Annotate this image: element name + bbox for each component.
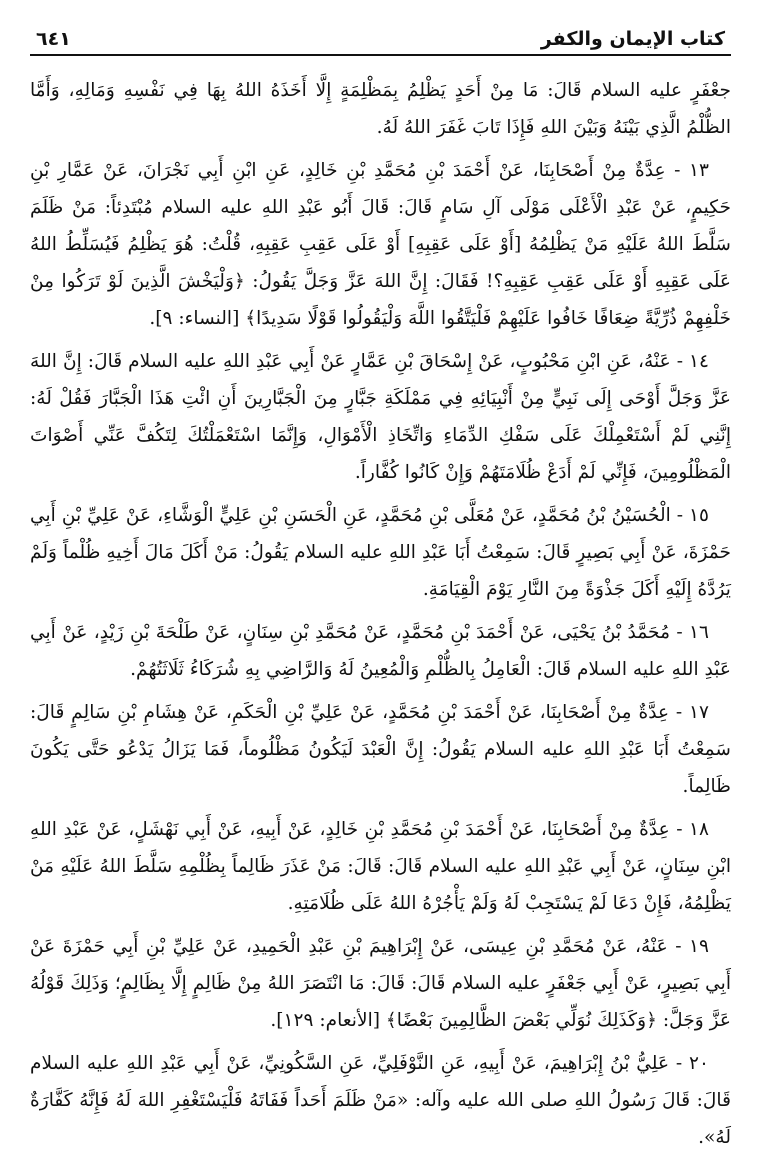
hadith-15: ١٥ - الْحُسَيْنُ بْنُ مُحَمَّدٍ، عَنْ مُعَلَّى بْنِ مُحَمَّدٍ، عَنِ الْحَسَنِ بْنِ عَلِيٍّ الْوَشَّاءِ، عَنْ عَلِيِّ بْنِ أَبِي حَمْزَةَ، عَنْ أَبِي بَصِيرٍ قَالَ: سَمِعْتُ أَبَا عَبْدِ اللهِ عليه السلام يَقُولُ: مَنْ أَكَلَ مَالَ أَخِيهِ ظُلْماً وَلَمْ يَرُدَّهُ إِلَيْهِ أَكَلَ جَذْوَةً مِنَ النَّارِ يَوْمَ الْقِيَامَةِ. [30, 505, 731, 600]
hadith-20: ٢٠ - عَلِيُّ بْنُ إِبْرَاهِيمَ، عَنْ أَبِيهِ، عَنِ النَّوْفَلِيِّ، عَنِ السَّكُونِيِّ، عَنْ أَبِي عَبْدِ اللهِ عليه السلام قَالَ: قَالَ رَسُولُ اللهِ صلى الله عليه وآله: «مَنْ ظَلَمَ أَحَداً فَفَاتَهُ فَلْيَسْتَغْفِرِ اللهَ لَهُ فَإِنَّهُ كَفَّارَةٌ لَهُ». [30, 1053, 731, 1148]
hadith-18: ١٨ - عِدَّةٌ مِنْ أَصْحَابِنَا، عَنْ أَحْمَدَ بْنِ مُحَمَّدِ بْنِ خَالِدٍ، عَنْ أَبِيهِ، عَنْ أَبِي نَهْشَلٍ، عَنْ عَبْدِ اللهِ ابْنِ سِنَانٍ، عَنْ أَبِي عَبْدِ اللهِ عليه السلام قَالَ: قَالَ: مَنْ عَذَرَ ظَالِماً بِظُلْمِهِ سَلَّطَ اللهُ عَلَيْهِ مَنْ يَظْلِمُهُ، فَإِنْ دَعَا لَمْ يَسْتَجِبْ لَهُ وَلَمْ يَأْجُرْهُ اللهُ عَلَى ظُلَامَتِهِ. [30, 819, 731, 914]
page-body [30, 72, 731, 1156]
hadith-17: ١٧ - عِدَّةٌ مِنْ أَصْحَابِنَا، عَنْ أَحْمَدَ بْنِ مُحَمَّدٍ، عَنْ عَلِيِّ بْنِ الْحَكَمِ، عَنْ هِشَامِ بْنِ سَالِمٍ قَالَ: سَمِعْتُ أَبَا عَبْدِ اللهِ عليه السلام يَقُولُ: إِنَّ الْعَبْدَ لَيَكُونُ مَظْلُوماً، فَمَا يَزَالُ يَدْعُو حَتَّى يَكُونَ ظَالِماً. [30, 702, 731, 797]
hadith-19: ١٩ - عَنْهُ، عَنْ مُحَمَّدِ بْنِ عِيسَى، عَنْ إِبْرَاهِيمَ بْنِ عَبْدِ الْحَمِيدِ، عَنْ عَلِيِّ بْنِ أَبِي حَمْزَةَ عَنْ أَبِي بَصِيرٍ، عَنْ أَبِي جَعْفَرٍ عليه السلام قَالَ: قَالَ: مَا انْتَصَرَ اللهُ مِنْ ظَالِمٍ إِلَّا بِظَالِمٍ؛ وَذَلِكَ قَوْلُهُ عَزَّ وَجَلَّ: ﴿وَكَذَلِكَ نُوَلِّي بَعْضَ الظَّالِمِينَ بَعْضًا﴾ [الأنعام: ١٢٩]. [30, 936, 731, 1031]
page-number: ٦٤١ [36, 28, 71, 50]
hadith-16: ١٦ - مُحَمَّدُ بْنُ يَحْيَى، عَنْ أَحْمَدَ بْنِ مُحَمَّدٍ، عَنْ مُحَمَّدِ بْنِ سِنَانٍ، عَنْ طَلْحَةَ بْنِ زَيْدٍ، عَنْ أَبِي عَبْدِ اللهِ عليه السلام قَالَ: الْعَامِلُ بِالظُّلْمِ وَالْمُعِينُ لَهُ وَالرَّاضِي بِهِ شُرَكَاءُ ثَلَاثَتُهُمْ. [30, 622, 731, 680]
hadith-14: ١٤ - عَنْهُ، عَنِ ابْنِ مَحْبُوبٍ، عَنْ إِسْحَاقَ بْنِ عَمَّارٍ عَنْ أَبِي عَبْدِ اللهِ عليه السلام قَالَ: إِنَّ اللهَ عَزَّ وَجَلَّ أَوْحَى إِلَى نَبِيٍّ مِنْ أَنْبِيَائِهِ فِي مَمْلَكَةِ جَبَّارٍ مِنَ الْجَبَّارِينَ أَنِ ائْتِ هَذَا الْجَبَّارَ فَقُلْ لَهُ: إِنَّنِي لَمْ أَسْتَعْمِلْكَ عَلَى سَفْكِ الدِّمَاءِ وَاتِّخَاذِ الْأَمْوَالِ، وَإِنَّمَا اسْتَعْمَلْتُكَ لِتَكُفَّ عَنِّي أَصْوَاتَ الْمَظْلُومِينَ، فَإِنِّي لَمْ أَدَعْ ظُلَامَتَهُمْ وَإِنْ كَانُوا كُفَّاراً. [30, 351, 731, 483]
page-header [30, 22, 731, 56]
book-title: كتاب الإيمان والكفر [540, 28, 725, 50]
hadith-continuation: جعْفَرٍ عليه السلام قَالَ: مَا مِنْ أَحَدٍ يَظْلِمُ بِمَظْلِمَةٍ إِلَّا أَخَذَهُ اللهُ بِهَا فِي نَفْسِهِ وَمَالِهِ، وَأَمَّا الظُّلْمُ الَّذِي بَيْنَهُ وَبَيْنَ اللهِ فَإِذَا تَابَ غَفَرَ اللهُ لَهُ. [30, 80, 731, 138]
hadith-13: ١٣ - عِدَّةٌ مِنْ أَصْحَابِنَا، عَنْ أَحْمَدَ بْنِ مُحَمَّدِ بْنِ خَالِدٍ، عَنِ ابْنِ أَبِي نَجْرَانَ، عَنْ عَمَّارِ بْنِ حَكِيمٍ، عَنْ عَبْدِ الْأَعْلَى مَوْلَى آلِ سَامٍ قَالَ: قَالَ أَبُو عَبْدِ اللهِ عليه السلام مُبْتَدِئاً: مَنْ ظَلَمَ سَلَّطَ اللهُ عَلَيْهِ مَنْ يَظْلِمُهُ [أَوْ عَلَى عَقِبِهِ] أَوْ عَلَى عَقِبِ عَقِبِهِ، قُلْتُ: هُوَ يَظْلِمُ فَيُسَلِّطُ اللهُ عَلَى عَقِبِهِ أَوْ عَلَى عَقِبِ عَقِبِهِ؟! فَقَالَ: إِنَّ اللهَ عَزَّ وَجَلَّ يَقُولُ: ﴿وَلْيَخْشَ الَّذِينَ لَوْ تَرَكُوا مِنْ خَلْفِهِمْ ذُرِّيَّةً ضِعَافًا خَافُوا عَلَيْهِمْ فَلْيَتَّقُوا اللَّهَ وَلْيَقُولُوا قَوْلًا سَدِيدًا﴾ [النساء: ٩]. [30, 160, 731, 329]
